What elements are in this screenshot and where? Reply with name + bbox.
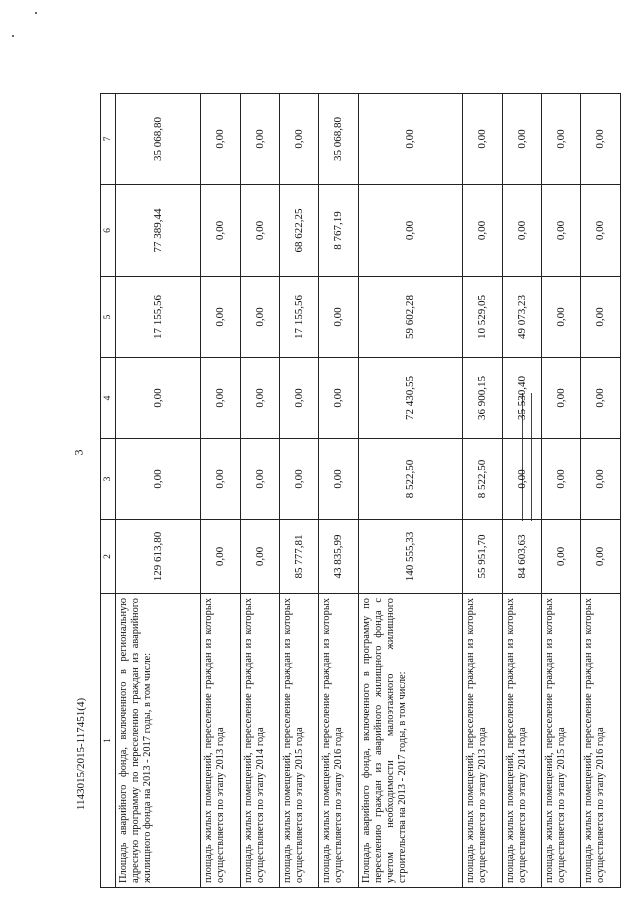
- table-row: [542, 94, 581, 888]
- table-cell: 0,00: [319, 358, 358, 439]
- table-cell: 0,00: [463, 94, 502, 185]
- table-cell: 0,00: [319, 277, 358, 358]
- table-cell: 0,00: [319, 439, 358, 520]
- row-label: площадь жилых помещений, переселение граждан из которых осуществляется по этапу 2013 года: [201, 594, 240, 888]
- table-cell: 0,00: [581, 94, 621, 185]
- table-frame: [100, 94, 621, 888]
- row-label: Площадь аварийного фонда, включенного в региональную адресную программу по переселению граждан из аварийного жилищного фонда на 2013 - 2017 годы, в том числе:: [116, 594, 201, 888]
- table-cell: 8 522,50: [358, 439, 462, 520]
- table-cell: 0,00: [240, 185, 279, 277]
- table-cell: 49 073,23: [502, 277, 541, 358]
- table-cell: 0,00: [280, 358, 319, 439]
- row-label: площадь жилых помещений, переселение граждан из которых осуществляется по этапу 2015 года: [542, 594, 581, 888]
- table-cell: 0,00: [542, 358, 581, 439]
- table-cell: 0,00: [240, 94, 279, 185]
- table-cell: 0,00: [201, 439, 240, 520]
- table-cell: 0,00: [116, 358, 201, 439]
- table-cell: 0,00: [201, 358, 240, 439]
- table-cell: 0,00: [581, 520, 621, 594]
- table-cell: 0,00: [502, 185, 541, 277]
- column-header: 7: [101, 94, 116, 185]
- table-cell: 0,00: [502, 94, 541, 185]
- table-cell: 55 951,70: [463, 520, 502, 594]
- column-header: 4: [101, 358, 116, 439]
- table-cell: 0,00: [201, 94, 240, 185]
- column-header: 6: [101, 185, 116, 277]
- table-cell: 35 068,80: [319, 94, 358, 185]
- table-cell: 59 602,28: [358, 277, 462, 358]
- table-cell: 0,00: [240, 358, 279, 439]
- table-cell: 0,00: [201, 277, 240, 358]
- table-cell: 0,00: [201, 185, 240, 277]
- table-cell: 0,00: [542, 520, 581, 594]
- table-row: [463, 94, 502, 888]
- table-row: [502, 94, 541, 888]
- column-header: 5: [101, 277, 116, 358]
- table-cell: 0,00: [240, 439, 279, 520]
- table-cell: 17 155,56: [280, 277, 319, 358]
- table-cell: 17 155,56: [116, 277, 201, 358]
- table-cell: 0,00: [280, 439, 319, 520]
- column-header: 1: [101, 594, 116, 888]
- table-cell: 0,00: [581, 358, 621, 439]
- table-cell: 0,00: [542, 185, 581, 277]
- row-label: площадь жилых помещений, переселение граждан из которых осуществляется по этапу 2013 года: [463, 594, 502, 888]
- table-cell: 0,00: [502, 439, 541, 520]
- table-cell: 84 603,63: [502, 520, 541, 594]
- table-cell: 43 835,99: [319, 520, 358, 594]
- table-cell: 10 529,05: [463, 277, 502, 358]
- table-cell: 140 555,33: [358, 520, 462, 594]
- table-cell: 72 430,55: [358, 358, 462, 439]
- table-cell: 0,00: [358, 185, 462, 277]
- table-row: [240, 94, 279, 888]
- table-cell: 0,00: [581, 185, 621, 277]
- scan-speck: [35, 12, 37, 14]
- table-cell: 0,00: [201, 520, 240, 594]
- table-cell: 0,00: [116, 439, 201, 520]
- table-cell: 0,00: [358, 94, 462, 185]
- table-cell: 0,00: [463, 185, 502, 277]
- table-row: [358, 94, 462, 888]
- table-cell: 0,00: [542, 277, 581, 358]
- column-header: 2: [101, 520, 116, 594]
- table-row: [116, 94, 201, 888]
- table-row: [319, 94, 358, 888]
- data-table: [100, 93, 621, 888]
- table-cell: 77 389,44: [116, 185, 201, 277]
- row-label: площадь жилых помещений, переселение граждан из которых осуществляется по этапу 2016 года: [581, 594, 621, 888]
- row-label: площадь жилых помещений, переселение граждан из которых осуществляется по этапу 2014 года: [240, 594, 279, 888]
- table-cell: 35 068,80: [116, 94, 201, 185]
- table-cell: 0,00: [240, 277, 279, 358]
- table-cell: 36 900,15: [463, 358, 502, 439]
- column-header: 3: [101, 439, 116, 520]
- table-cell: 8 522,50: [463, 439, 502, 520]
- row-label: площадь жилых помещений, переселение граждан из которых осуществляется по этапу 2016 года: [319, 594, 358, 888]
- table-cell: 85 777,81: [280, 520, 319, 594]
- table-cell: 0,00: [280, 94, 319, 185]
- table-cell: 68 622,25: [280, 185, 319, 277]
- table-row: [201, 94, 240, 888]
- table-cell: 0,00: [542, 94, 581, 185]
- table-cell: 35 530,40: [502, 358, 541, 439]
- row-label: площадь жилых помещений, переселение граждан из которых осуществляется по этапу 2015 года: [280, 594, 319, 888]
- row-label: площадь жилых помещений, переселение граждан из которых осуществляется по этапу 2014 года: [502, 594, 541, 888]
- table-cell: 0,00: [581, 277, 621, 358]
- table-cell: 0,00: [542, 439, 581, 520]
- scan-speck: [12, 35, 14, 37]
- document-code: 1143015/2015-117451(4): [75, 697, 87, 811]
- table-cell: 129 613,80: [116, 520, 201, 594]
- table-header-row: [101, 94, 116, 888]
- page-number: 3: [71, 449, 86, 456]
- table-cell: 0,00: [240, 520, 279, 594]
- table-row: [280, 94, 319, 888]
- table-cell: 8 767,19: [319, 185, 358, 277]
- table-cell: 0,00: [581, 439, 621, 520]
- row-label: Площадь аварийного фонда, включенного в программу по переселению граждан из аварийного жилищного фонда с учетом необходимости малоэтажного жилищного строительства на 2013 - 2017 годы, в том числе:: [358, 594, 462, 888]
- table-row: [581, 94, 621, 888]
